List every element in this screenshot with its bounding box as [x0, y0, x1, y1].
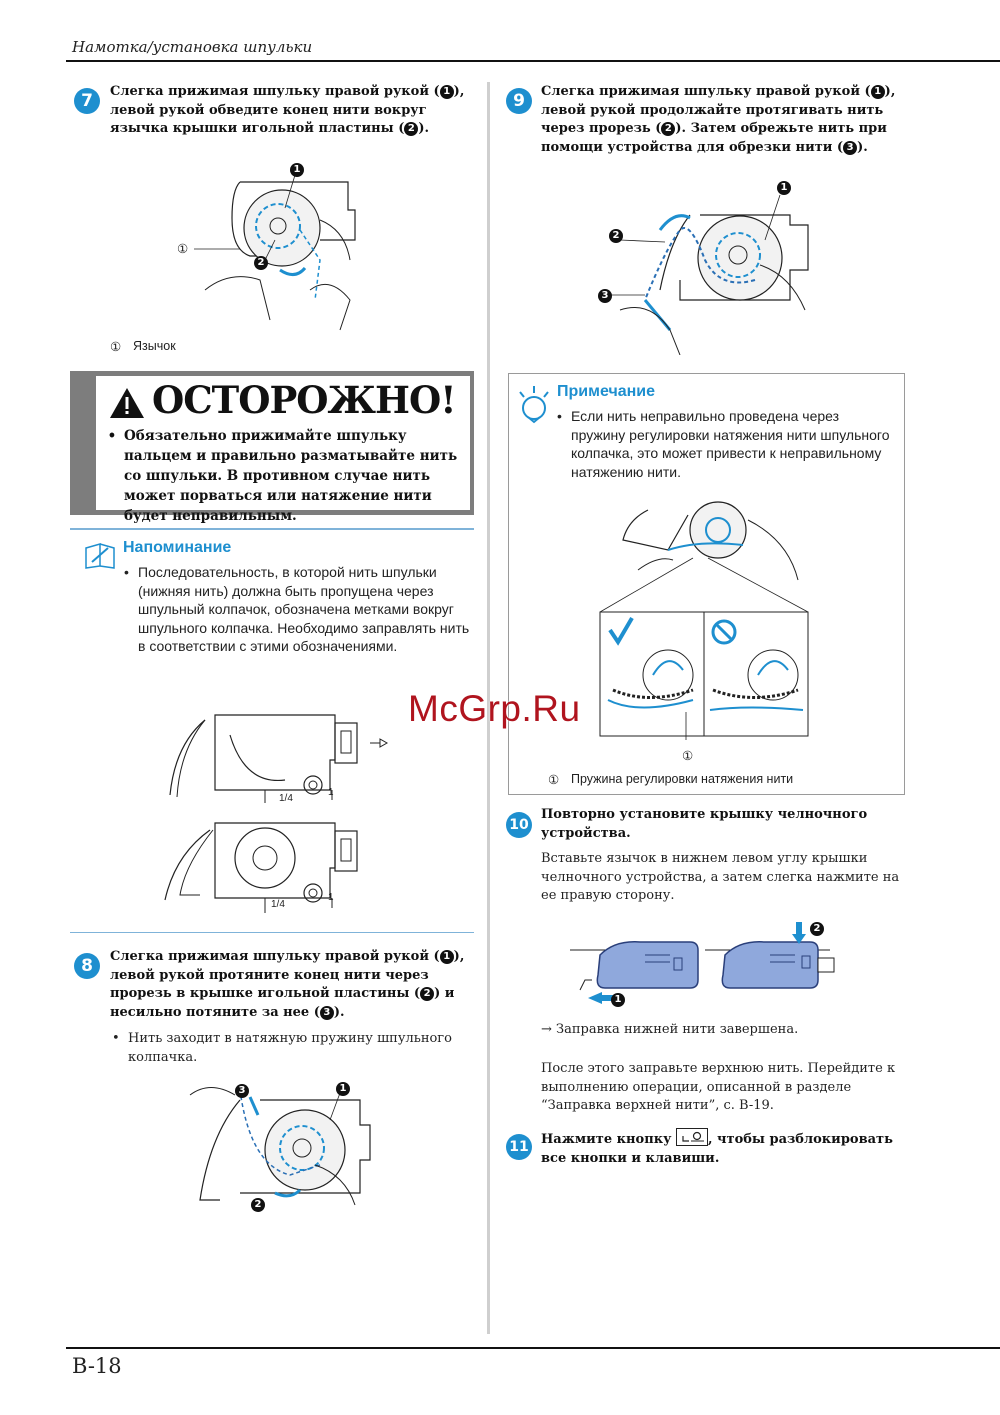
caution-bullet: • Обязательно прижимайте шпульку пальцем и правильно разматывайте нить со шпульки. В противном случае нить может порваться или натяжение нити будет неправильным. [107, 428, 458, 524]
step-10-callout-2: 2 [810, 922, 824, 936]
note-caption-mark: ① [548, 773, 560, 787]
reminder-title: Напоминание [123, 539, 232, 556]
step-7-illustration [170, 160, 370, 335]
step-8-text: Слегка прижимая шпульку правой рукой ( 1 ), левой рукой протяните конец нити через прорезь в крышке игольной пластины ( 2 ) и несильно потяните за нее ( 3 ). [110, 949, 465, 1020]
note-title: Примечание [557, 383, 656, 400]
callout-2: 2 [404, 122, 418, 136]
step-9-callout-1: 1 [777, 181, 791, 195]
lightbulb-note-icon [514, 384, 552, 424]
step-10-result: → Заправка нижней нити завершена. [541, 1022, 799, 1037]
note-bullet: • Если нить неправильно проведена через пружину регулировки натяжения нити шпульного колпачка, это может привести к неправильному натяжению нити. [557, 408, 890, 480]
step-8-callout-1: 1 [336, 1082, 350, 1096]
step-9-illustration [610, 180, 825, 355]
caution-title: ОСТОРОЖНО! [152, 378, 456, 422]
step-9-badge: 9 [506, 88, 532, 114]
step-7-callout-2: 2 [254, 256, 268, 270]
step-7-badge: 7 [74, 88, 100, 114]
step-11-badge: 11 [506, 1134, 532, 1160]
step-7-caption: Язычок [133, 339, 176, 353]
reminder-bottom-rule [70, 932, 474, 933]
step-9-text: Слегка прижимая шпульку правой рукой ( 1 ), левой рукой продолжайте протягивать нить через прорезь ( 2 ). Затем обрежьте нить при помощи устройства для обрезки нити ( 3 ). [541, 84, 896, 155]
step-10-title: Повторно установите крышку челночного устройства. [541, 807, 868, 841]
step-8-bullet: • Нить заходит в натяжную пружину шпульного колпачка. [112, 1031, 452, 1065]
step-7-caption-mark: ① [110, 340, 122, 354]
step-10-callout-1: 1 [611, 993, 625, 1007]
watermark: McGrp.Ru [408, 688, 581, 729]
note-caption: Пружина регулировки натяжения нити [571, 772, 794, 786]
step-9-callout-2: 2 [609, 229, 623, 243]
bobbin-case-diagram [155, 705, 395, 920]
note-figure-callout: ① [682, 749, 694, 763]
book-pencil-icon [84, 540, 118, 570]
reminder-top-rule [70, 528, 474, 530]
step-10-body: Вставьте язычок в нижнем левом углу крышки челночного устройства, а затем слегка нажмите на ее правую сторону. [541, 851, 900, 903]
diagram-label-quarter-top: 1/4 [279, 793, 293, 804]
footer-rule [66, 1347, 1000, 1349]
step-7-text: Слегка прижимая шпульку правой рукой ( 1 ), левой рукой обведите конец нити вокруг язычка крышки игольной пластины ( 2 ). [110, 84, 465, 136]
tension-spring-diagram [598, 500, 810, 740]
diagram-label-one-bottom: 1 [328, 892, 334, 903]
page-header-title: Намотка/установка шпульки [72, 38, 313, 56]
page-number: B-18 [72, 1354, 122, 1378]
step-11-text: Нажмите кнопку , чтобы разблокировать все кнопки и клавиши. [541, 1128, 901, 1168]
callout-1: 1 [440, 85, 454, 99]
header-rule [66, 60, 1000, 62]
step-10-badge: 10 [506, 812, 532, 838]
diagram-label-one-top: 1 [328, 787, 334, 798]
reminder-bullet: • Последовательность, в которой нить шпульки (нижняя нить) должна быть пропущена через шпульный колпачок, обозначена метками вокруг шпульного колпачка. Необходимо заправлять нить в соответствии с этими обозначениями. [124, 564, 470, 654]
warning-triangle-icon [108, 386, 146, 420]
step-8-illustration [180, 1075, 380, 1215]
step-10-after: После этого заправьте верхнюю нить. Перейдите к выполнению операции, описанной в разделе “Заправка верхней нити”, с. B-19. [541, 1061, 896, 1113]
diagram-label-quarter-bottom: 1/4 [271, 899, 285, 910]
step-8-callout-3: 3 [235, 1084, 249, 1098]
step-7-callout-1: 1 [290, 163, 304, 177]
step-8-badge: 8 [74, 953, 100, 979]
step-8-callout-2: 2 [251, 1198, 265, 1212]
step-9-callout-3: 3 [598, 289, 612, 303]
step-7-figure-callout: ① [177, 242, 189, 256]
lock-button-icon [676, 1128, 708, 1146]
